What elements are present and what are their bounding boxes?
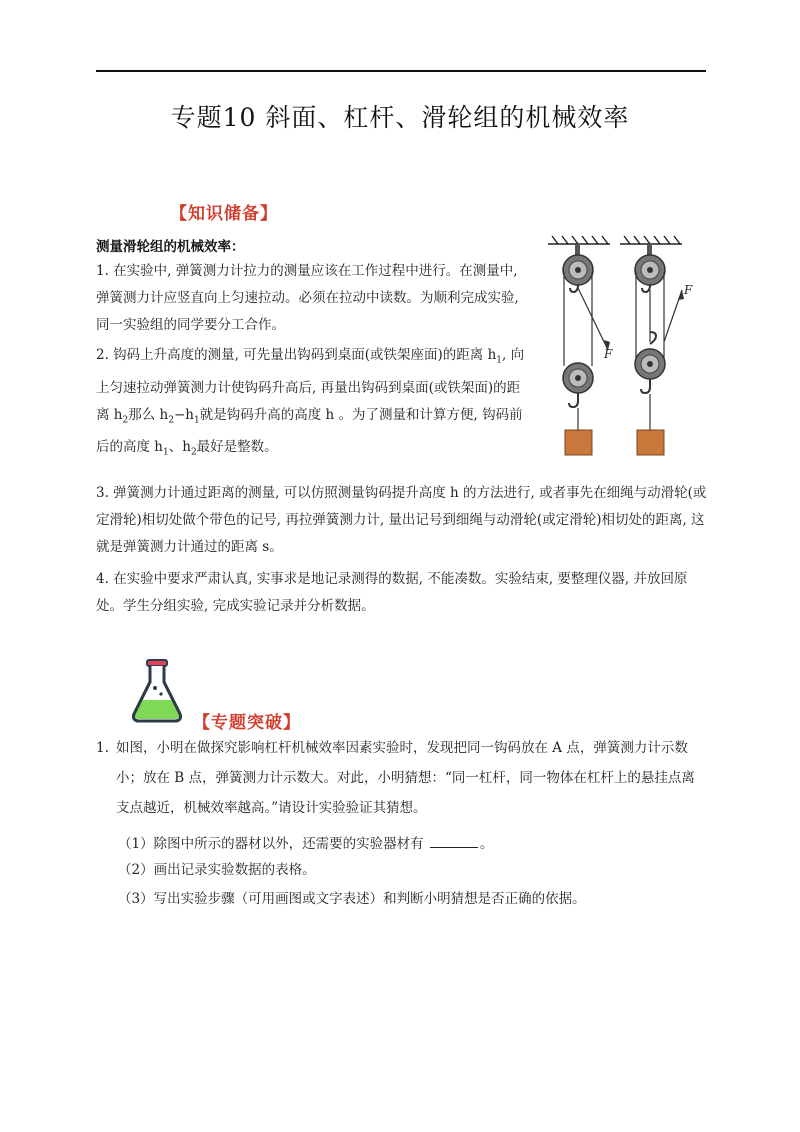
knowledge-paragraph-4: 4. 在实验中要求严肃认真, 实事求是地记录测得的数据, 不能凑数。实验结束, 要整理仪器, 并放回原处。学生分组实验, 完成实验记录并分析数据。 <box>96 571 688 614</box>
weight-block-left <box>565 430 592 455</box>
question-1-part-3: （3）写出实验步骤（可用画图或文字表述）和判断小明猜想是否正确的依据。 <box>118 891 586 907</box>
pulley-figure <box>548 232 718 467</box>
answer-blank[interactable] <box>430 835 478 848</box>
flask-icon <box>128 658 186 724</box>
question-number: 1. <box>96 740 109 756</box>
knowledge-subheading: 测量滑轮组的机械效率： <box>96 239 245 255</box>
knowledge-paragraph-1: 1. 在实验中, 弹簧测力计拉力的测量应该在工作过程中进行。在测量中, 弹簧测力计应竖直向上匀速拉动。必须在拉动中读数。为顺利完成实验, 同一实验组的同学要分工合作。 <box>96 263 519 333</box>
question-1-part-2: （2）画出记录实验数据的表格。 <box>118 862 316 878</box>
question-1-text: 如图，小明在做探究影响杠杆机械效率因素实验时，发现把同一钩码放在 A 点，弹簧测力计示数小；放在 B 点，弹簧测力计示数大。对此，小明猜想：“同一杠杆，同一物体在杠杆上的悬挂点离支点越近，机械效率越高。”请设计实验验证其猜想。 <box>116 740 695 816</box>
right-pulley-system <box>635 244 693 455</box>
question-1-part-1: （1）除图中所示的器材以外，还需要的实验器材有 。 <box>118 836 494 852</box>
force-label-left: F <box>604 347 613 361</box>
top-rule <box>96 70 706 72</box>
knowledge-paragraph-3: 3. 弹簧测力计通过距离的测量, 可以仿照测量钩码提升高度 h 的方法进行, 或者事先在细绳与动滑轮(或定滑轮)相切处做个带色的记号, 再拉弹簧测力计, 量出记号到细绳与动滑轮(或定滑轮)相切处的距离, 这就是弹簧测力计通过的距离 s。 <box>96 485 707 555</box>
question-1 <box>96 733 708 823</box>
weight-block-right <box>637 430 664 455</box>
knowledge-heading: 【知识储备】 <box>170 204 278 224</box>
knowledge-paragraph-2: 2. 钩码上升高度的测量, 可先量出钩码到桌面(或铁架座面)的距离 $h_1$, 向上匀速拉动弹簧测力计使钩码升高后, 再量出钩码到桌面(或铁架面)的距离 $h_2$那么 $h_2-h_1$就是钩码升高的高度 h 。为了测量和计算方便, 钩码前后的高度 $h_1$、$h_2$最好是整数。 <box>96 347 525 459</box>
left-pulley-system <box>563 244 613 455</box>
breakthrough-heading: 【专题突破】 <box>193 713 301 733</box>
ceiling-right <box>620 236 682 244</box>
page-title: 专题10 斜面、杠杆、滑轮组的机械效率 <box>170 103 630 132</box>
force-label-right: F <box>684 283 693 297</box>
ceiling-left <box>548 236 610 244</box>
